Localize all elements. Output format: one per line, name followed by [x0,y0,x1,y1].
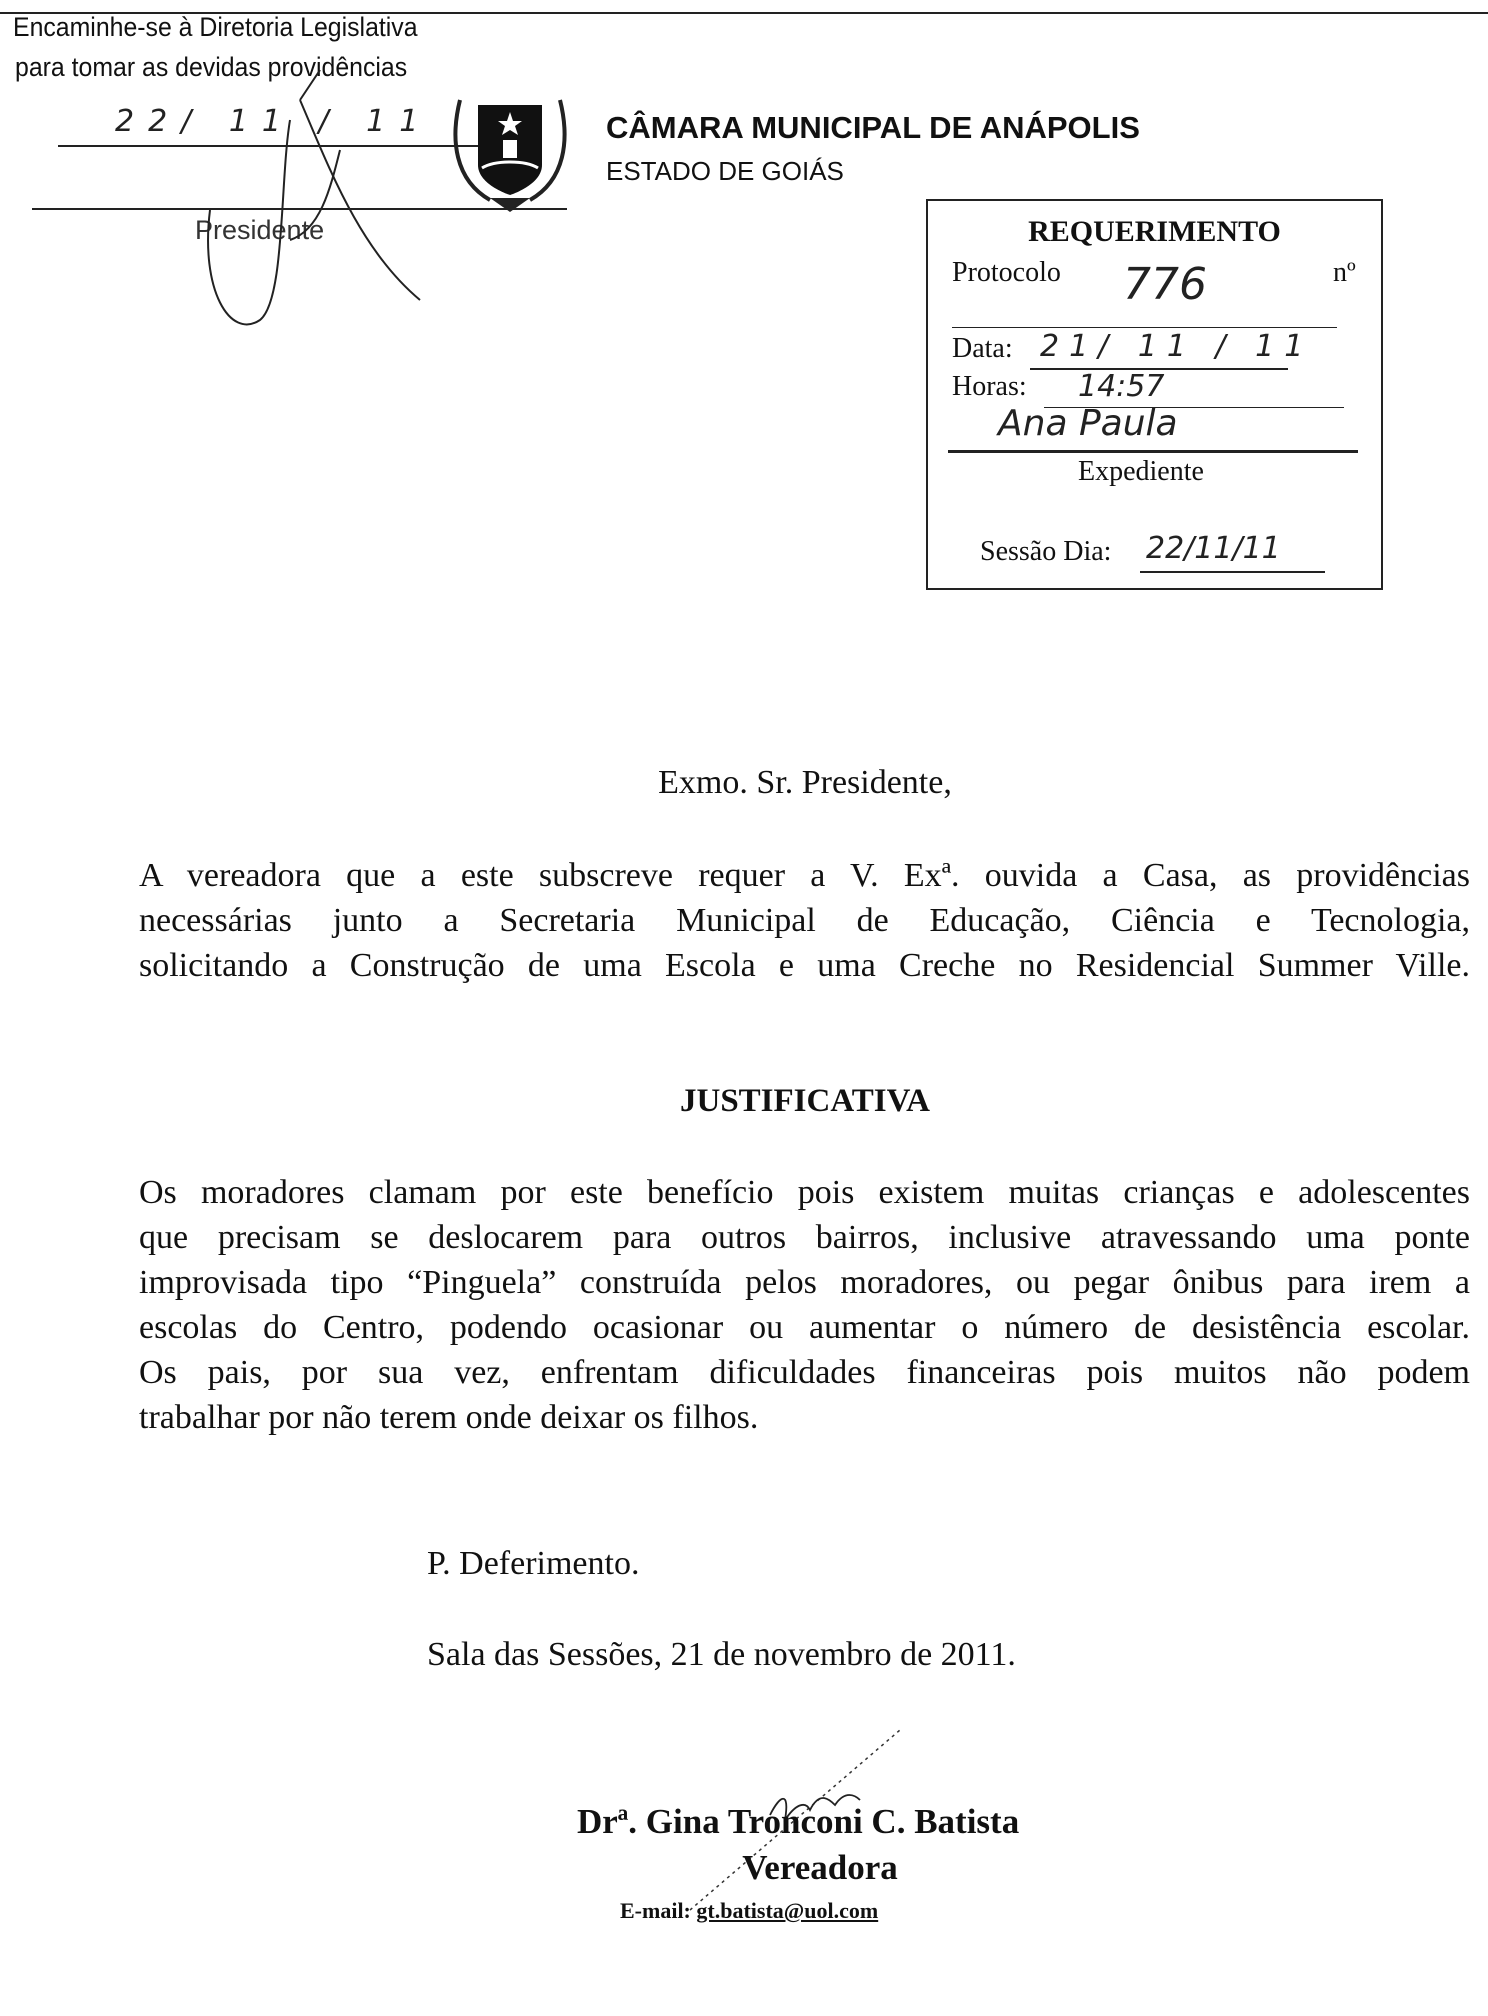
header-title: CÂMARA MUNICIPAL DE ANÁPOLIS [606,110,1140,145]
municipal-crest-logo [450,90,570,215]
stamp-sessao-value: 22/11/11 [1146,531,1281,566]
dispatch-line-1: Encaminhe-se à Diretoria Legislativa [13,12,418,42]
place-date: Sala das Sessões, 21 de novembro de 2011. [427,1636,1016,1673]
justification-title: JUSTIFICATIVA [679,1083,930,1119]
stamp-expediente-line [948,450,1358,453]
stamp-expediente-label: Expediente [1078,456,1204,487]
stamp-horas-value: 14:57 [1078,369,1165,404]
dispatch-date-handwritten: 22/ 11 / 11 [115,104,433,139]
header-subtitle: ESTADO DE GOIÁS [606,156,844,186]
signatory-role: Vereadora [742,1848,898,1887]
request-line: A vereadora que a este subscreve requer a V. Exª. ouvida a Casa, as providências [139,857,1470,894]
stamp-data-label: Data: [952,333,1013,364]
signatory-email-row [620,1898,878,1924]
stamp-protocolo-value: 776 [1123,259,1207,310]
stamp-horas-label: Horas: [952,371,1027,402]
requerimento-stamp-box [926,199,1383,590]
stamp-sessao-label: Sessão Dia: [980,536,1112,567]
justification-line: que precisam se deslocarem para outros bairros, inclusive atravessando uma ponte [139,1219,1470,1256]
salutation: Exmo. Sr. Presidente, [658,764,952,801]
dispatch-line-2: para tomar as devidas providências [15,52,408,82]
justification-line: Os pais, por sua vez, enfrentam dificuldades financeiras pois muitos não podem [139,1354,1470,1391]
stamp-title: REQUERIMENTO [1028,215,1281,248]
closing: P. Deferimento. [427,1545,640,1582]
stamp-sessao-line [1140,571,1325,573]
stamp-protocolo-label: Protocolo [952,257,1061,288]
dispatch-signature-label: Presidente [195,215,325,245]
stamp-protocolo-line [952,327,1337,328]
justification-line: escolas do Centro, podendo ocasionar ou aumentar o número de desistência escolar. [139,1309,1470,1346]
email-link[interactable]: gt.batista@uol.com [696,1898,879,1923]
justification-line: trabalhar por não terem onde deixar os filhos. [139,1399,759,1436]
stamp-numero-label: nº [1333,257,1356,288]
president-signature [190,60,440,350]
stamp-expediente-signature: Ana Paula [998,403,1178,444]
request-line: necessárias junto a Secretaria Municipal de Educação, Ciência e Tecnologia, [139,902,1470,939]
email-label: E-mail: [620,1898,691,1923]
stamp-data-value: 21/ 11 / 11 [1040,329,1314,364]
justification-line: Os moradores clamam por este benefício pois existem muitas crianças e adolescentes [139,1174,1470,1211]
request-line: solicitando a Construção de uma Escola e uma Creche no Residencial Summer Ville. [139,947,1470,984]
signatory-name: Drª. Gina Tronconi C. Batista [577,1802,1020,1841]
justification-line: improvisada tipo “Pinguela” construída pelos moradores, ou pegar ônibus para irem a [139,1264,1470,1301]
